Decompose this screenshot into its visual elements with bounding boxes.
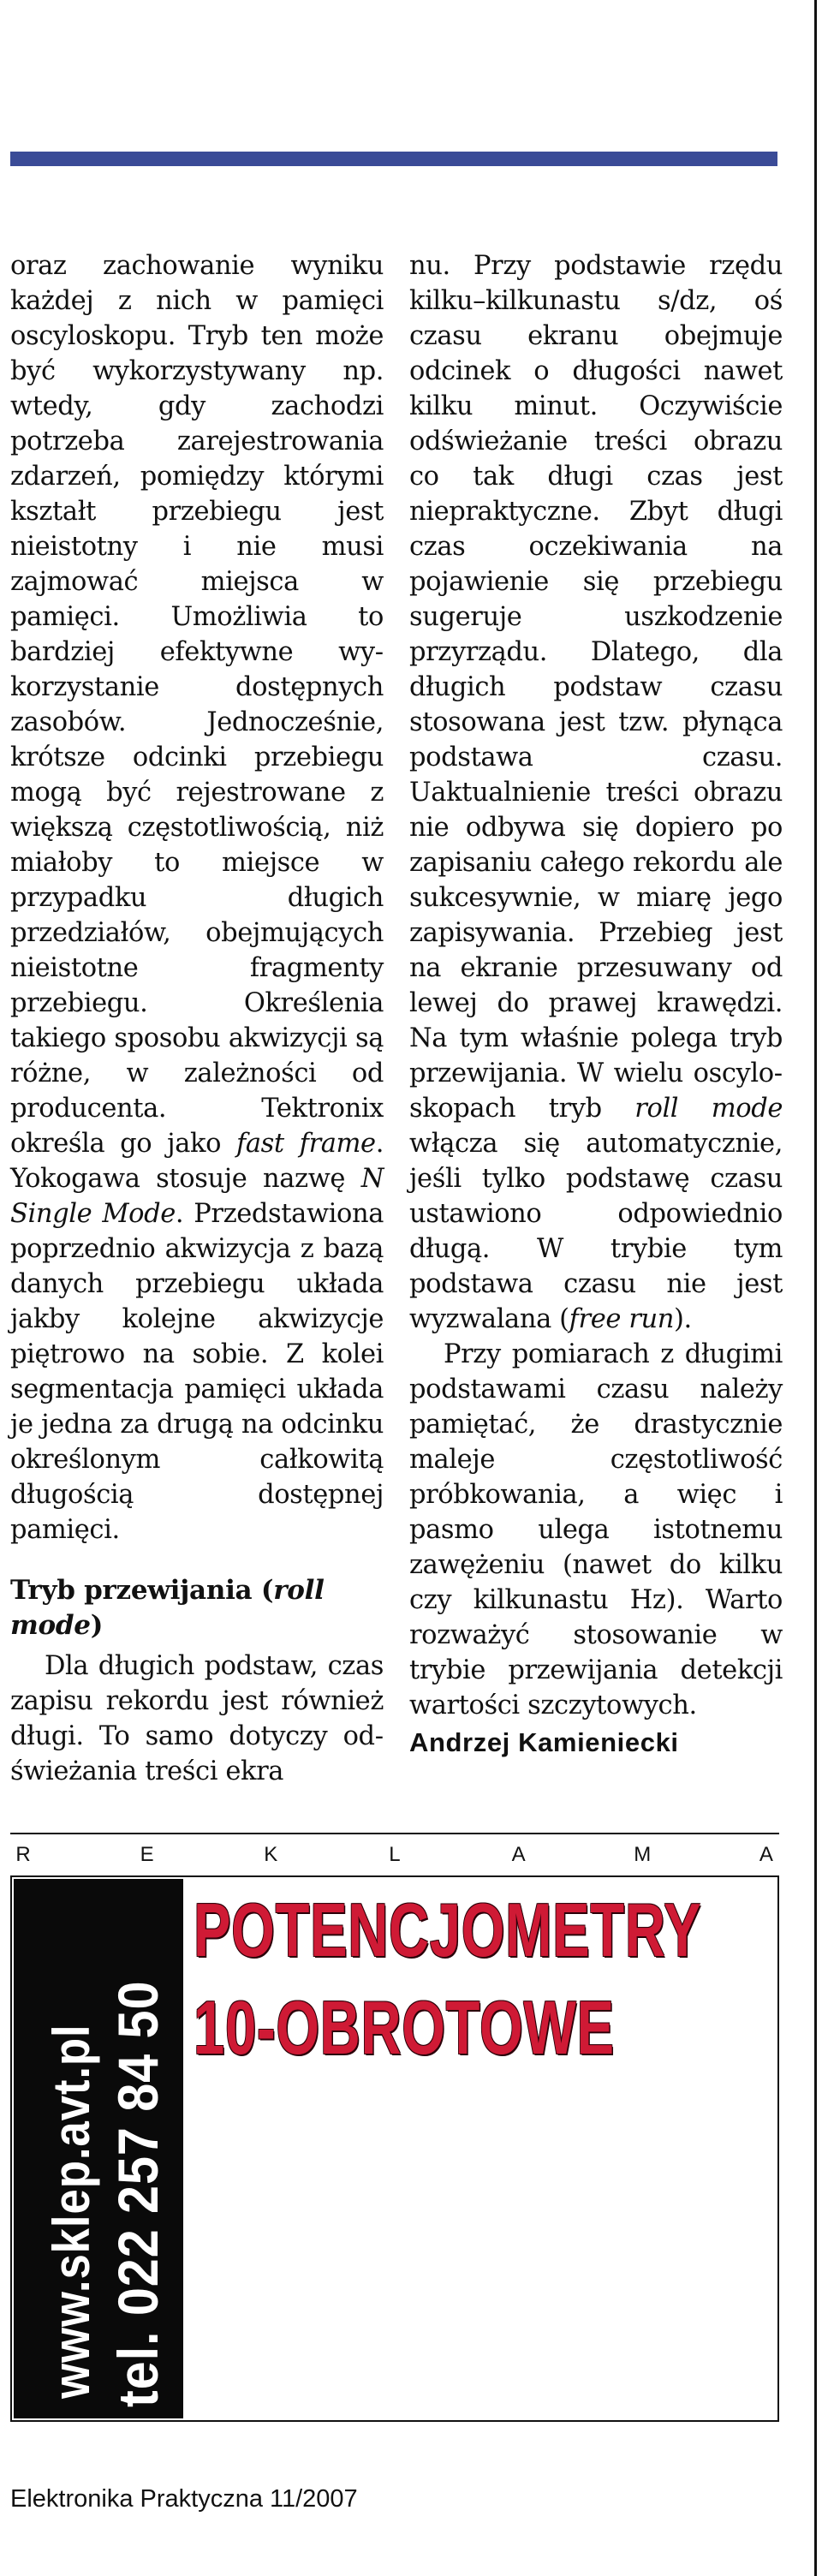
ad-headline-line2: 10-OBROTOWE	[194, 1985, 615, 2070]
ad-label-reklama	[10, 1841, 779, 1869]
ad-phone-number: tel. 022 257 84 50	[106, 1980, 170, 2407]
ad-label-letter: A	[759, 1843, 773, 1866]
article-paragraph	[10, 248, 384, 1547]
text-run: . Przedstawiona poprzednio akwizycja z bazą danych przebiegu układa jakby kolejne akwizycje piętrowo na sobie. Z kolei segmentacja pamięci układa je jedna za drugą na odcinku określonym całkowitą długością dostępnej pamięci.	[10, 1199, 384, 1545]
ad-label-letter: M	[634, 1843, 652, 1866]
text-run: . Yokogawa stosuje nazwę	[10, 1129, 384, 1194]
heading-text: Tryb przewijania (	[10, 1575, 274, 1606]
ad-top-rule	[10, 1833, 779, 1834]
article-paragraph: Przy pomiarach z długimi podstawami czasu należy pamiętać, że drastycznie maleje częstotliwość próbkowania, a więc i pasmo ulega istotnemu zawężeniu (nawet do kilku czy kilkunastu Hz). Warto rozważyć stosowanie w trybie przewijania detekcji wartości szczytowych.	[409, 1339, 783, 1720]
text-run: nu. Przy podstawie rzędu kilku–kilkunastu s/dz, oś czasu ekranu obejmuje odcinek o długości nawet kilku minut. Oczywiście odświeżanie treści obrazu co tak długi czas jest niepraktyczne. Zbyt długi czas oczekiwania na pojawienie się przebiegu sugeruje uszkodzenie przyrządu. Dlatego, dla długich podstaw czasu stosowana jest tzw. płynąca podstawa czasu. Uaktualnienie treści obrazu nie odbywa się dopiero po zapisaniu całego rekordu ale sukcesywnie, w miarę jego zapisywania. Przebieg jest na ekranie przesuwany od lewej do prawej krawędzi. Na tym właśnie polega tryb przewijania. W wielu oscyloskopach tryb	[409, 251, 783, 1124]
page-footer: Elektronika Praktyczna 11/2007	[10, 2485, 358, 2513]
text-run: ).	[674, 1304, 692, 1334]
ad-headline-line1: POTENCJOMETRY	[194, 1887, 702, 1972]
ad-headline	[194, 1881, 702, 2077]
ad-label-letter: K	[264, 1843, 278, 1866]
ad-contact-panel	[14, 1879, 183, 2418]
ad-label-letter: L	[389, 1843, 401, 1866]
text-run: włącza się automatycznie, jeśli tylko podstawę czasu ustawiono odpowiednio długą. W trybie tym podstawa czasu nie jest wyzwalana (	[409, 1129, 783, 1334]
italic-term: N Single Mode	[10, 1164, 384, 1229]
italic-term: free run	[569, 1304, 675, 1334]
ad-label-letter: E	[140, 1843, 154, 1866]
section-color-bar	[10, 152, 777, 166]
article-author: Andrzej Kamieniecki	[409, 1727, 679, 1757]
ad-label-letter: A	[511, 1843, 526, 1866]
article-paragraph	[409, 248, 783, 1337]
ad-shop-url[interactable]: www.sklep.avt.pl	[43, 2024, 100, 2399]
section-heading	[10, 1573, 384, 1643]
italic-term: roll mode	[634, 1094, 783, 1124]
heading-text: )	[90, 1610, 104, 1641]
article-column-left	[10, 248, 384, 1789]
italic-term: fast frame	[235, 1129, 376, 1159]
article-column-right	[409, 248, 783, 1760]
heading-italic: roll mode	[10, 1575, 325, 1641]
text-run: oraz zachowanie wyniku każdej z nich w pamięci oscyloskopu. Tryb ten może być wykorzystywany np. wtedy, gdy zachodzi potrzeba zarejestrowania zdarzeń, pomiędzy którymi kształt przebiegu jest nieistotny i nie musi zajmować miejsca w pamięci. Umożliwia to bardziej efektywne wykorzystanie dostępnych zasobów. Jednocześnie, krótsze odcinki przebiegu mogą być rejestrowane z większą częstotliwością, niż miałoby to miejsce w przypadku długich przedziałów, obejmujących nieistotne fragmenty przebiegu. Określenia takiego sposobu akwizycji są różne, w zależności od producenta. Tektronix określa go jako	[10, 251, 384, 1159]
page-right-rule	[814, 0, 817, 2576]
article-paragraph: Dla długich podstaw, czas zapisu rekordu jest również długi. To samo dotyczy odświeżania treści ekra	[10, 1651, 384, 1786]
ad-label-letter: R	[15, 1843, 31, 1866]
